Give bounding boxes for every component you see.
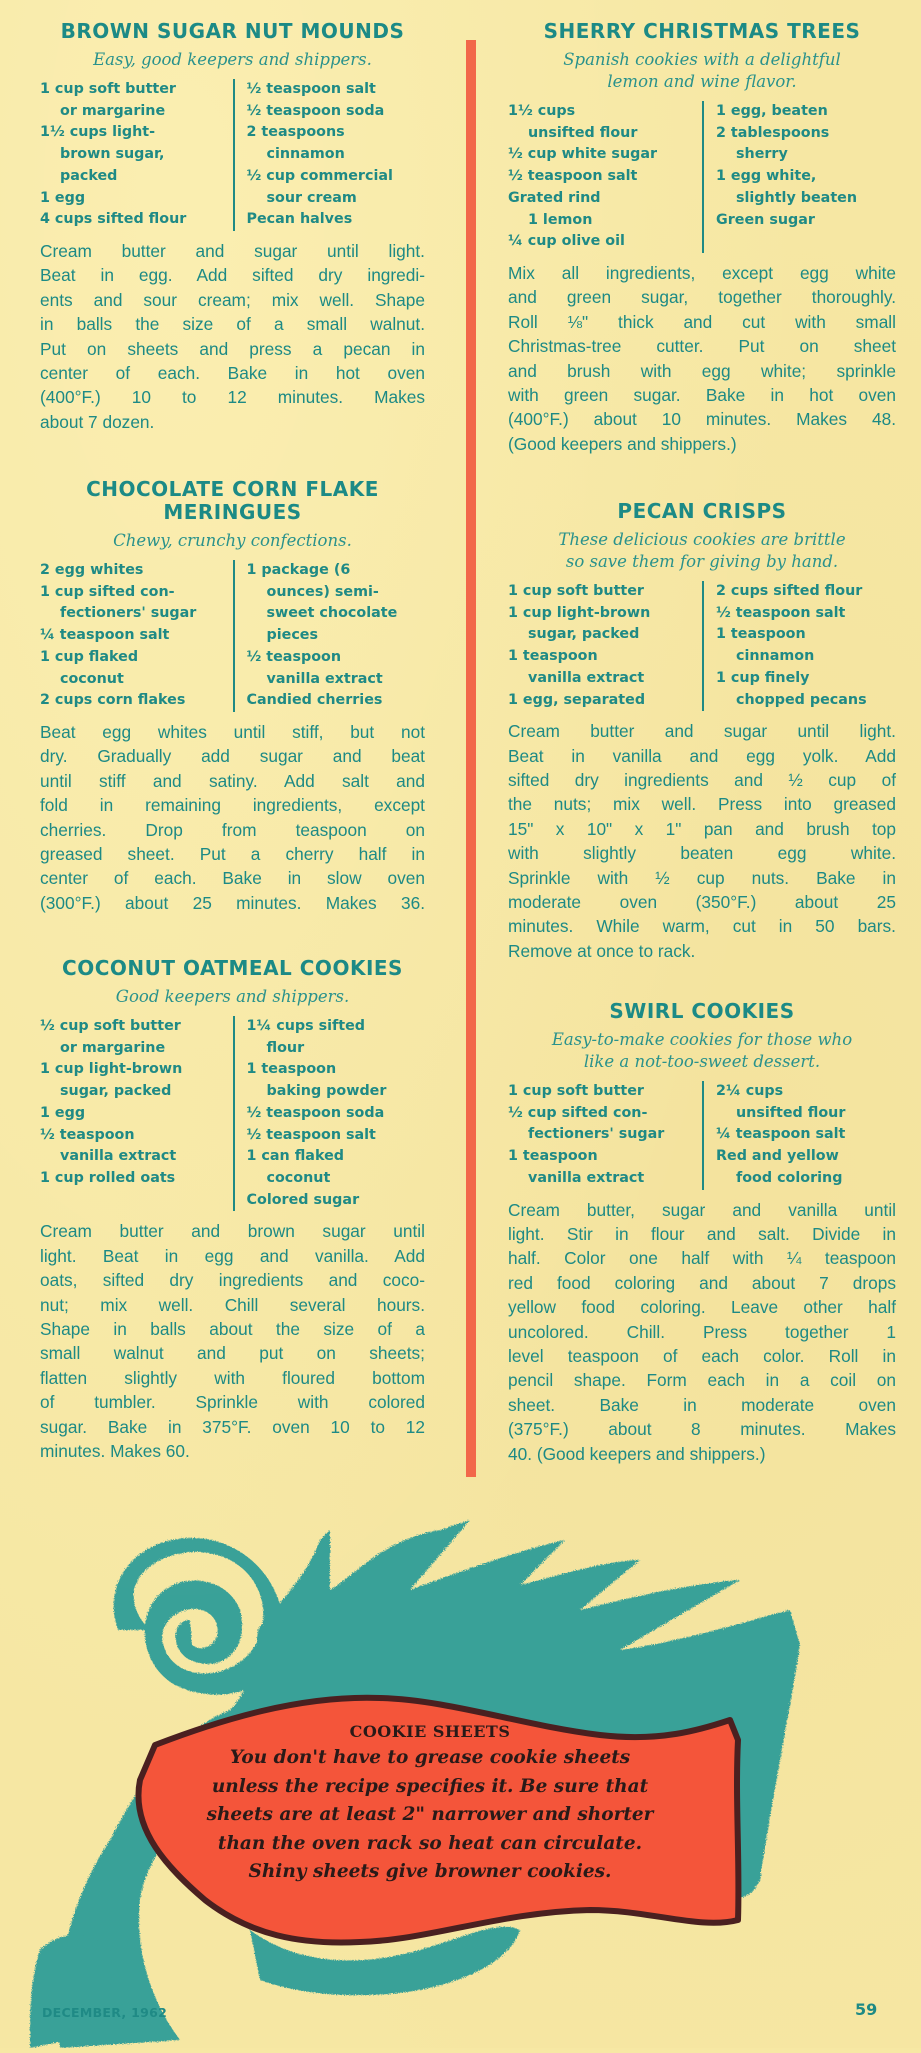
- ingredient: ½ teaspoon: [246, 648, 342, 665]
- directions-line: sugar. Bake in 375°F. oven 10 to 12: [40, 1416, 425, 1437]
- directions-line: greased sheet. Put a cherry half in: [40, 843, 425, 864]
- ingredients: [40, 1016, 425, 1211]
- recipe-directions: [508, 719, 896, 963]
- directions-line: of tumbler. Sprinkle with colored: [40, 1392, 425, 1413]
- directions-line: nut; mix well. Chill several hours.: [40, 1294, 425, 1315]
- ingredient: 2 egg whites: [40, 562, 144, 578]
- ingredient: 1½ cups: [508, 103, 576, 119]
- callout-line: sheets are at least 2" narrower and shorter: [206, 1804, 654, 1825]
- ingredient: 2 cups corn flakes: [40, 692, 186, 709]
- ingredient: ½ teaspoon salt: [246, 1126, 376, 1143]
- ingredient: cinnamon: [266, 146, 345, 163]
- recipe-coconut-oatmeal-cookies: [40, 957, 425, 1463]
- ingredient: baking powder: [266, 1083, 387, 1100]
- ingredient: unsifted flour: [736, 1104, 846, 1121]
- subtitle-line: so save them for giving by hand.: [565, 552, 839, 571]
- ingredient: 1 cup soft butter: [40, 81, 176, 97]
- directions-line: Christmas-tree cutter. Put on sheet: [508, 336, 896, 357]
- ingredient: fectioners' sugar: [528, 1126, 665, 1143]
- directions-line: small walnut and put on sheets;: [40, 1343, 425, 1364]
- subtitle-line: Easy, good keepers and shippers.: [93, 50, 372, 69]
- directions-line: half. Color one half with ¼ teaspoon: [508, 1248, 896, 1269]
- ingredients-left: [508, 581, 702, 711]
- ingredients: [40, 79, 425, 231]
- ingredient: ½ teaspoon salt: [508, 168, 638, 185]
- directions-line: minutes. While warm, cut in 50 bars.: [508, 916, 896, 937]
- recipe-subtitle: [40, 986, 425, 1008]
- ingredient: cinnamon: [736, 648, 815, 665]
- ingredient: 2 teaspoons: [246, 124, 345, 141]
- directions-line: center of each. Bake in slow oven: [40, 868, 425, 889]
- ingredient: ½ teaspoon: [40, 1126, 135, 1143]
- ingredient: Colored sugar: [246, 1191, 360, 1208]
- directions-line: Put on sheets and press a pecan in: [40, 338, 425, 359]
- ingredient: packed: [60, 167, 118, 184]
- callout-line: than the oven rack so heat can circulate.: [217, 1832, 643, 1854]
- ingredient: 2¼ cups: [716, 1083, 784, 1099]
- ingredients: [508, 1081, 896, 1190]
- subtitle-line: Spanish cookies with a delightful: [563, 50, 841, 69]
- directions-line: sifted dry ingredients and ½ cup of: [508, 770, 896, 791]
- ingredient: vanilla extract: [266, 670, 383, 687]
- directions-line: light. Stir in flour and salt. Divide in: [508, 1223, 896, 1244]
- directions-line: (400°F.) 10 to 12 minutes. Makes: [40, 387, 425, 408]
- ingredient: chopped pecans: [736, 691, 867, 708]
- directions-line: fold in remaining ingredients, except: [40, 795, 425, 816]
- ingredient: ½ cup commercial: [246, 167, 393, 184]
- directions-line: red food coloring and about 7 drops: [508, 1272, 896, 1293]
- ingredient: Candied cherries: [246, 692, 383, 709]
- recipe-subtitle: [508, 49, 896, 93]
- directions-line: Roll ⅛" thick and cut with small: [508, 311, 896, 332]
- ingredient: unsifted flour: [528, 124, 638, 141]
- ingredient: ½ cup soft butter: [40, 1018, 181, 1034]
- ingredient: coconut: [266, 1169, 331, 1186]
- directions-line: pencil shape. Form each in a coil on: [508, 1370, 896, 1391]
- ingredient: 1 egg, beaten: [716, 103, 828, 119]
- recipe-directions: [508, 261, 896, 456]
- ingredient: ¼ teaspoon salt: [716, 1126, 846, 1143]
- directions-line: (400°F.) about 10 minutes. Makes 48.: [508, 409, 896, 430]
- ingredient: brown sugar,: [60, 146, 165, 163]
- cookie-sheets-illustration: [0, 1480, 921, 2048]
- directions-line: Beat egg whites until stiff, but not: [40, 721, 425, 742]
- recipe-subtitle: [40, 49, 425, 71]
- ingredient: Pecan halves: [246, 211, 353, 228]
- ingredient: or margarine: [60, 102, 166, 119]
- directions-line: Sprinkle with ½ cup nuts. Bake in: [508, 867, 896, 888]
- directions-line: light. Beat in egg and vanilla. Add: [40, 1245, 425, 1266]
- ingredient: sugar, packed: [60, 1083, 172, 1100]
- ingredient: slightly beaten: [736, 189, 858, 206]
- title-line: MERINGUES: [163, 500, 302, 524]
- directions-line: oats, sifted dry ingredients and coco-: [40, 1270, 425, 1291]
- directions-line: sheet. Bake in moderate oven: [508, 1394, 896, 1415]
- directions-line: about 7 dozen.: [40, 411, 155, 432]
- ingredient: ¼ cup olive oil: [508, 233, 625, 250]
- ingredients-right: [233, 560, 426, 712]
- recipe-sherry-christmas-trees: [508, 20, 896, 456]
- ingredient: 1 package (6: [246, 562, 351, 578]
- directions-line: Remove at once to rack.: [508, 940, 696, 961]
- directions-line: (300°F.) about 25 minutes. Makes 36.: [40, 892, 425, 913]
- ingredient: 1 teaspoon: [716, 626, 806, 643]
- directions-line: minutes. Makes 60.: [40, 1440, 190, 1461]
- subtitle-line: like a not-too-sweet dessert.: [583, 1052, 821, 1071]
- ingredient: ½ teaspoon salt: [716, 604, 846, 621]
- subtitle-line: Easy-to-make cookies for those who: [551, 1030, 853, 1049]
- directions-line: the nuts; mix well. Press into greased: [508, 794, 896, 815]
- directions-line: Cream butter and sugar until light.: [508, 721, 896, 742]
- directions-line: 15" x 10" x 1" pan and brush top: [508, 818, 896, 839]
- ingredient: sherry: [736, 146, 788, 163]
- recipe-directions: [40, 1219, 425, 1463]
- ingredient: 1 cup light-brown: [40, 1061, 183, 1078]
- ingredient: Green sugar: [716, 211, 815, 228]
- directions-line: flatten slightly with floured bottom: [40, 1367, 425, 1388]
- recipe-title: [40, 478, 425, 524]
- ingredients-left: [40, 1016, 233, 1211]
- recipe-brown-sugar-nut-mounds: [40, 20, 425, 434]
- ingredient: vanilla extract: [60, 1148, 177, 1165]
- recipe-title: SWIRL COOKIES: [609, 999, 795, 1023]
- ingredient: 1 cup rolled oats: [40, 1169, 176, 1186]
- recipe-directions: [40, 720, 425, 915]
- ingredient: ½ teaspoon soda: [246, 1104, 385, 1121]
- ingredients-left: [40, 79, 233, 231]
- recipe-directions: [508, 1198, 896, 1466]
- recipe-chocolate-corn-flake-meringues: [40, 478, 425, 915]
- ingredient: food coloring: [736, 1169, 843, 1186]
- ingredient: fectioners' sugar: [60, 605, 197, 622]
- callout-line: Shiny sheets give browner cookies.: [248, 1861, 612, 1882]
- ingredient: coconut: [60, 670, 124, 687]
- ingredients-left: [40, 560, 233, 712]
- subtitle-line: These delicious cookies are brittle: [558, 530, 846, 549]
- ingredient: ½ teaspoon soda: [246, 102, 385, 119]
- ingredient: 1 egg: [40, 189, 86, 206]
- directions-line: moderate oven (350°F.) about 25: [508, 892, 896, 913]
- ingredient: 1 egg, separated: [508, 691, 646, 708]
- ingredients-right: [233, 79, 426, 231]
- directions-line: uncolored. Chill. Press together 1: [508, 1321, 896, 1342]
- ingredient: sour cream: [266, 189, 357, 206]
- ingredient: pieces: [266, 627, 319, 644]
- issue-date: DECEMBER, 1962: [42, 2005, 168, 2020]
- ingredient: 1½ cups light-: [40, 124, 156, 141]
- ingredient: 2 tablespoons: [716, 124, 830, 141]
- ingredient: 1 cup soft butter: [508, 1083, 644, 1099]
- ingredient: 1 cup soft butter: [508, 583, 644, 599]
- ingredient: Red and yellow: [716, 1148, 839, 1165]
- ingredient: 2 cups sifted flour: [716, 583, 863, 599]
- ingredient: 4 cups sifted flour: [40, 211, 187, 228]
- ingredients-right: [702, 101, 896, 253]
- directions-line: level teaspoon of each color. Roll in: [508, 1345, 896, 1366]
- callout-line: unless the recipe specifies it. Be sure that: [211, 1775, 649, 1797]
- ingredient: 1¼ cups sifted: [246, 1018, 365, 1034]
- directions-line: (375°F.) about 8 minutes. Makes: [508, 1419, 896, 1440]
- ingredient: 1 cup light-brown: [508, 604, 651, 621]
- ingredient: 1 teaspoon: [508, 648, 598, 665]
- ingredients-right: [702, 1081, 896, 1190]
- ingredient: 1 cup sifted con-: [40, 583, 175, 600]
- ingredients: [508, 101, 896, 253]
- directions-line: Cream butter and sugar until light.: [40, 240, 425, 261]
- callout-title: COOKIE SHEETS: [349, 1722, 511, 1741]
- ingredients-left: [508, 1081, 702, 1190]
- recipe-subtitle: [508, 1029, 896, 1073]
- title-line: CHOCOLATE CORN FLAKE: [86, 477, 379, 501]
- directions-line: Cream butter and brown sugar until: [40, 1221, 425, 1242]
- ingredient: 1 egg white,: [716, 168, 817, 185]
- ingredient: ½ teaspoon salt: [246, 81, 376, 97]
- ingredient: 1 cup finely: [716, 669, 810, 686]
- ingredient: Grated rind: [508, 189, 601, 206]
- ingredient: 1 teaspoon: [246, 1061, 337, 1078]
- recipe-title: BROWN SUGAR NUT MOUNDS: [60, 19, 405, 43]
- ingredient: vanilla extract: [528, 669, 645, 686]
- ingredient: sugar, packed: [528, 626, 640, 643]
- ingredients: [40, 560, 425, 712]
- directions-line: Beat in egg. Add sifted dry ingredi-: [40, 265, 425, 286]
- recipe-subtitle: [40, 530, 425, 552]
- directions-line: Cream butter, sugar and vanilla until: [508, 1199, 896, 1220]
- directions-line: and brush with egg white; sprinkle: [508, 360, 896, 381]
- directions-line: with slightly beaten egg white.: [508, 843, 896, 864]
- directions-line: Shape in balls about the size of a: [40, 1318, 425, 1339]
- recipe-title: COCONUT OATMEAL COOKIES: [62, 956, 403, 980]
- directions-line: in balls the size of a small walnut.: [40, 314, 425, 335]
- directions-line: Mix all ingredients, except egg white: [508, 262, 896, 283]
- ingredient: 1 can flaked: [246, 1148, 345, 1165]
- directions-line: 40. (Good keepers and shippers.): [508, 1443, 766, 1464]
- directions-line: until stiff and satiny. Add salt and: [40, 770, 425, 791]
- recipe-subtitle: [508, 529, 896, 573]
- ingredient: 1 egg: [40, 1104, 86, 1121]
- directions-line: yellow food coloring. Leave other half: [508, 1297, 896, 1318]
- directions-line: center of each. Bake in hot oven: [40, 362, 425, 383]
- ingredients-right: [702, 581, 896, 711]
- cookie-sheets-callout: [150, 1720, 710, 1887]
- subtitle-line: Good keepers and shippers.: [115, 987, 350, 1006]
- recipe-directions: [40, 239, 425, 434]
- ingredient: 1 lemon: [528, 211, 593, 228]
- directions-line: with green sugar. Bake in hot oven: [508, 384, 896, 405]
- directions-line: and green sugar, together thoroughly.: [508, 287, 896, 308]
- ingredient: flour: [266, 1039, 305, 1056]
- ingredient: ounces) semi-: [266, 583, 379, 600]
- callout-text: [150, 1744, 710, 1887]
- ingredient: ½ cup sifted con-: [508, 1104, 648, 1121]
- recipe-pecan-crisps: [508, 500, 896, 963]
- subtitle-line: lemon and wine flavor.: [607, 72, 797, 91]
- ingredient: 1 cup flaked: [40, 648, 139, 665]
- recipe-swirl-cookies: [508, 1000, 896, 1466]
- subtitle-line: Chewy, crunchy confections.: [113, 531, 352, 550]
- callout-line: You don't have to grease cookie sheets: [229, 1747, 631, 1768]
- ingredient: sweet chocolate: [266, 605, 398, 622]
- ingredient: 1 teaspoon: [508, 1148, 598, 1165]
- ingredients-left: [508, 101, 702, 253]
- ingredient: or margarine: [60, 1039, 166, 1056]
- directions-line: cherries. Drop from teaspoon on: [40, 819, 425, 840]
- recipe-title: SHERRY CHRISTMAS TREES: [543, 19, 861, 43]
- recipe-title: PECAN CRISPS: [617, 499, 787, 523]
- column-divider: [466, 40, 476, 1477]
- ingredients: [508, 581, 896, 711]
- ingredient: vanilla extract: [528, 1169, 645, 1186]
- directions-line: (Good keepers and shippers.): [508, 433, 737, 454]
- ingredient: ½ cup white sugar: [508, 146, 658, 163]
- directions-line: Beat in vanilla and egg yolk. Add: [508, 745, 896, 766]
- ingredient: ¼ teaspoon salt: [40, 627, 170, 644]
- page-number: 59: [855, 2000, 878, 2019]
- directions-line: ents and sour cream; mix well. Shape: [40, 289, 425, 310]
- directions-line: dry. Gradually add sugar and beat: [40, 746, 425, 767]
- ingredients-right: [233, 1016, 426, 1211]
